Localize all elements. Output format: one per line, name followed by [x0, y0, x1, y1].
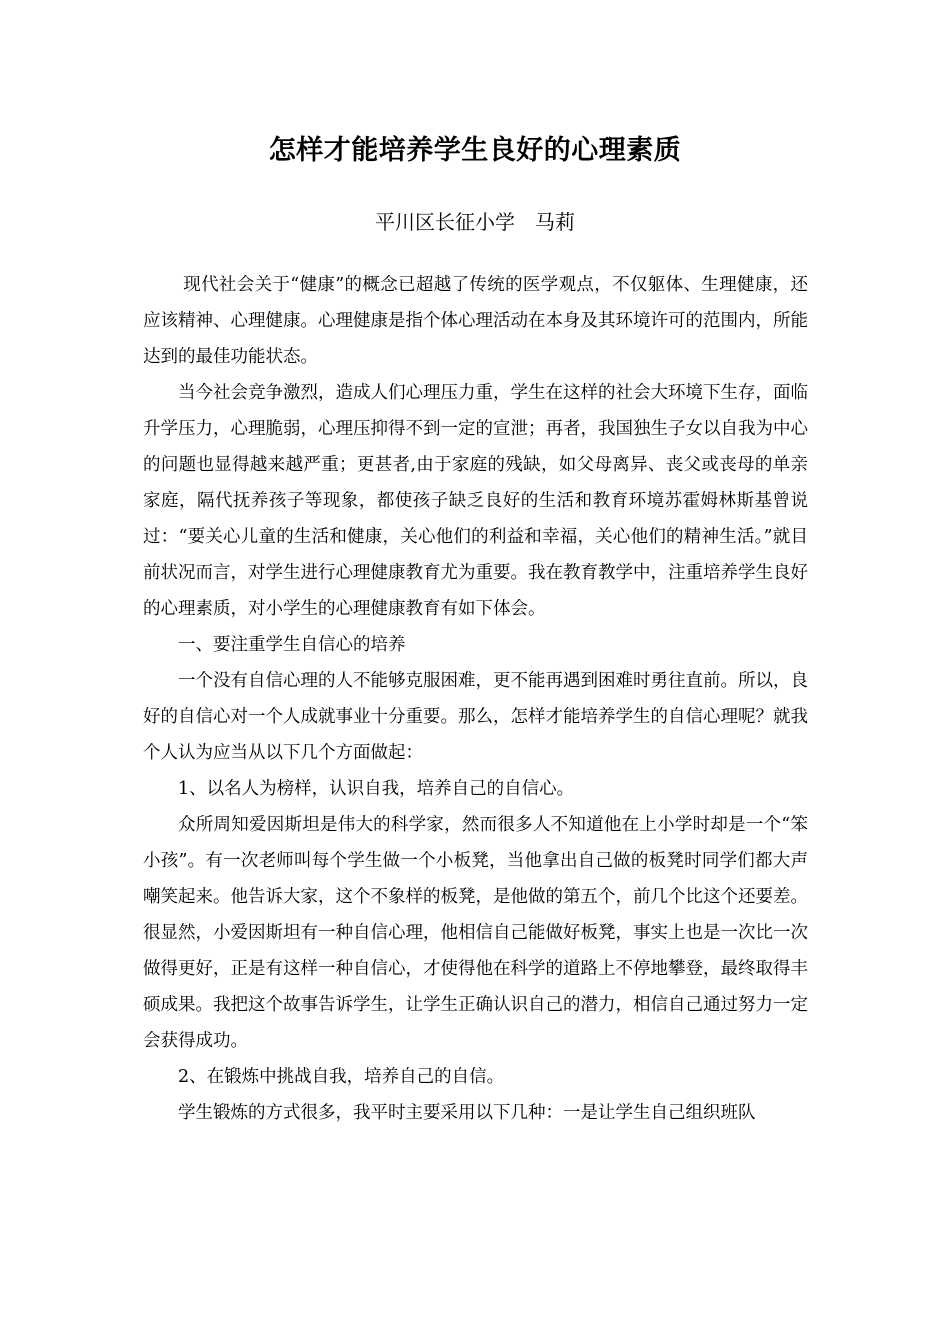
author-byline: 平川区长征小学 马莉: [375, 210, 575, 234]
paragraph-background: 当今社会竞争激烈，造成人们心理压力重，学生在这样的社会大环境下生存，面临升学压力，心理脆弱，心理压抑得不到一定的宣泄；再者，我国独生子女以自我为中心的问题也显得越来越严重；更甚者,由于家庭的残缺，如父母离异、丧父或丧母的单亲家庭，隔代抚养孩子等现象，都使孩子缺乏良好的生活和教育环境苏霍姆林斯基曾说过：“要关心儿童的生活和健康，关心他们的利益和幸福，关心他们的精神生活。”就目前状况而言，对学生进行心理健康教育尤为重要。我在教育教学中，注重培养学生良好的心理素质，对小学生的心理健康教育有如下体会。: [143, 383, 808, 619]
paragraph-einstein-story: 众所周知爱因斯坦是伟大的科学家，然而很多人不知道他在上小学时却是一个“笨小孩”。有一次老师叫每个学生做一个小板凳，当他拿出自己做的板凳时同学们都大声嘲笑起来。他告诉大家，这个不象样的板凳，是他做的第五个，前几个比这个还要差。很显然，小爱因斯坦有一种自信心理，他相信自己能做好板凳，事实上也是一次比一次做得更好，正是有这样一种自信心，才使得他在科学的道路上不停地攀登，最终取得丰硕成果。我把这个故事告诉学生，让学生正确认识自己的潜力，相信自己通过努力一定会获得成功。: [143, 815, 808, 1051]
subheading-role-models: 1、以名人为榜样，认识自我，培养自己的自信心。: [178, 779, 575, 799]
paragraph-confidence: 一个没有自信心理的人不能够克服困难，更不能再遇到困难时勇往直前。所以，良好的自信心对一个人成就事业十分重要。那么，怎样才能培养学生的自信心理呢？就我个人认为应当从以下几个方面做起：: [143, 671, 808, 763]
paragraph-intro: 现代社会关于“健康”的概念已超越了传统的医学观点，不仅躯体、生理健康，还应该精神、心理健康。心理健康是指个体心理活动在本身及其环境许可的范围内，所能达到的最佳功能状态。: [143, 275, 808, 367]
document-body: [143, 267, 808, 1131]
subheading-exercise: 2、在锻炼中挑战自我，培养自己的自信。: [178, 1067, 505, 1087]
document-title: 怎样才能培养学生良好的心理素质: [268, 135, 682, 166]
paragraph-exercise: 学生锻炼的方式很多，我平时主要采用以下几种：一是让学生自己组织班队: [178, 1103, 756, 1123]
section-heading-confidence: 一、要注重学生自信心的培养: [178, 635, 406, 655]
